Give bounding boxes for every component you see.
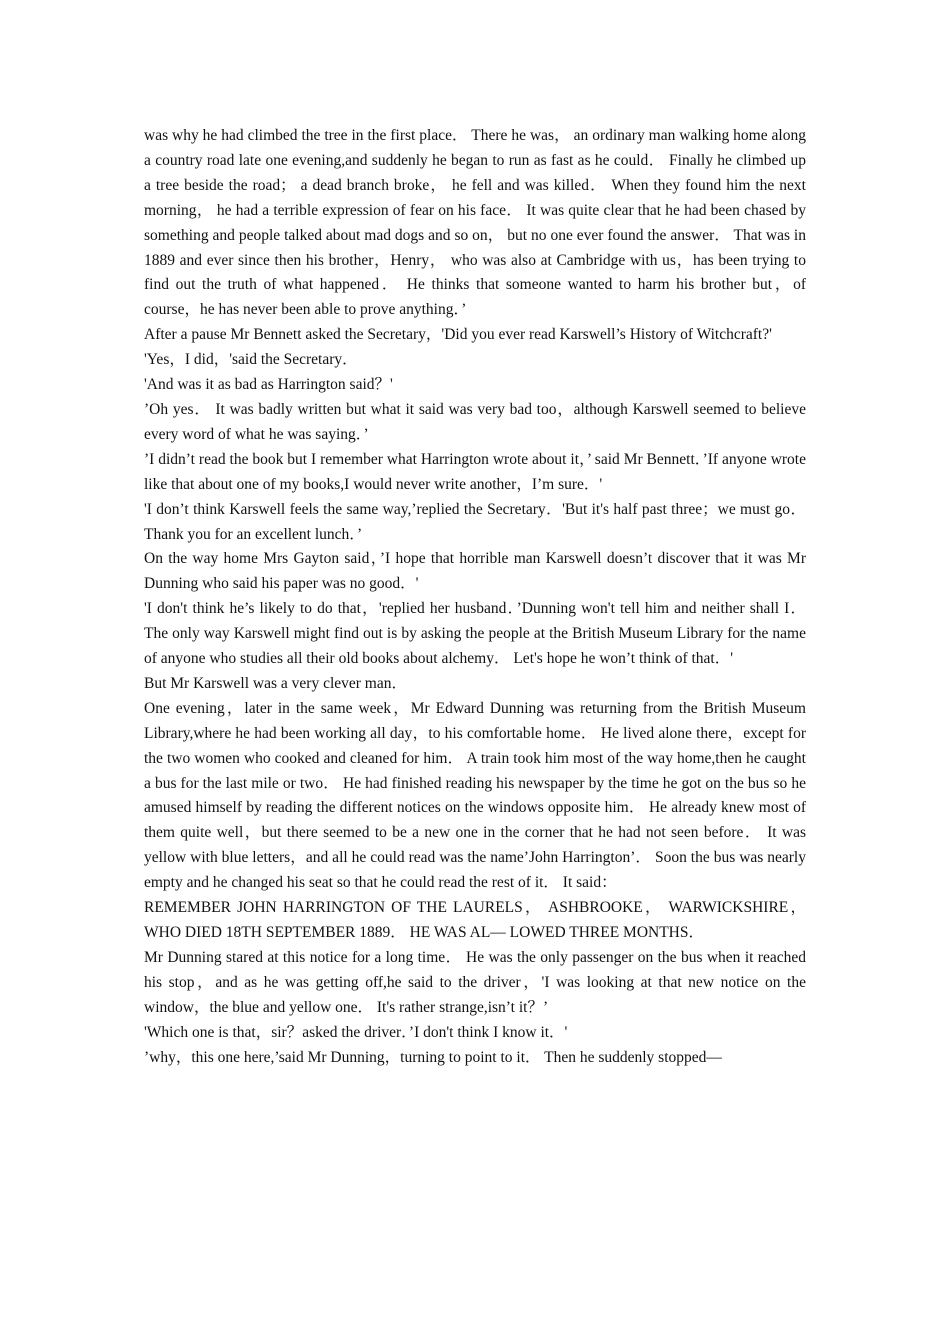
paragraph-13: Mr Dunning stared at this notice for a long time． He was the only passenger on the bus when it reached his stop，and as he was getting off,he said to the driver，'I was looking at that new notice on the window，the blue and yellow one． It's rather strange,isn’t it？’ [144,948,806,1016]
paragraph-7: 'I don’t think Karswell feels the same way,’replied the Secretary．'But it's half past three；we must go． Thank you for an excellent lunch．’ [144,500,806,543]
paragraph-6: ’I didn’t read the book but I remember what Harrington wrote about it，’ said Mr Bennett．’If anyone wrote like that about one of my books,I would never write another，I’m sure．' [144,450,806,493]
paragraph-9: 'I don't think he’s likely to do that，'replied her husband．’Dunning won't tell him and neither shall I． The only way Karswell might find out is by asking the people at the British Museum Library for the name of anyone who studies all their old books about alchemy． Let's hope he won’t think of that．' [144,600,806,668]
paragraph-10: But Mr Karswell was a very clever man． [144,674,407,692]
document-page [144,124,806,1070]
paragraph-2: After a pause Mr Bennett asked the Secretary，'Did you ever read Karswell’s History of Witchcraft?' [144,326,772,344]
notice-text: REMEMBER JOHN HARRINGTON OF THE LAURELS， ASHBROOKE， WARWICKSHIRE，WHO DIED 18TH SEPTEMBER 1889． HE WAS AL— LOWED THREE MONTHS． [144,899,806,941]
paragraph-11: One evening，later in the same week，Mr Edward Dunning was returning from the British Museum Library,where he had been working all day，to his comfortable home． He lived alone there，except for the two women who cooked and cleaned for him． A train took him most of the way home,then he caught a bus for the last mile or two． He had finished reading his newspaper by the time he got on the bus so he amused himself by reading the different notices on the windows opposite him． He already knew most of them quite well，but there seemed to be a new one in the corner that he had not seen before． It was yellow with blue letters，and all he could read was the name’John Harrington’． Soon the bus was nearly empty and he changed his seat so that he could read the rest of it． It said： [144,699,806,892]
paragraph-3: 'Yes，I did，'said the Secretary． [144,351,358,369]
paragraph-14: 'Which one is that，sir？asked the driver．’I don't think I know it．' [144,1023,568,1041]
paragraph-4: 'And was it as bad as Harrington said？' [144,376,393,394]
paragraph-5: ’Oh yes． It was badly written but what it said was very bad too，although Karswell seemed to believe every word of what he was saying．’ [144,400,806,443]
paragraph-8: On the way home Mrs Gayton said，’I hope that horrible man Karswell doesn’t discover that it was Mr Dunning who said his paper was no good．' [144,550,806,593]
paragraph-1: was why he had climbed the tree in the first place． There he was， an ordinary man walking home along a country road late one evening,and suddenly he began to run as fast as he could． Finally he climbed up a tree beside the road； a dead branch broke， he fell and was killed． When they found him the next morning， he had a terrible expression of fear on his face． It was quite clear that he had been chased by something and people talked about mad dogs and so on， but no one ever found the answer． That was in 1889 and ever since then his brother，Henry， who was also at Cambridge with us，has been trying to find out the truth of what happened． He thinks that someone wanted to harm his brother but，of course，he has never been able to prove anything．’ [144,127,806,319]
paragraph-15: ’why，this one here,’said Mr Dunning，turning to point to it． Then he suddenly stopped— [144,1048,722,1066]
